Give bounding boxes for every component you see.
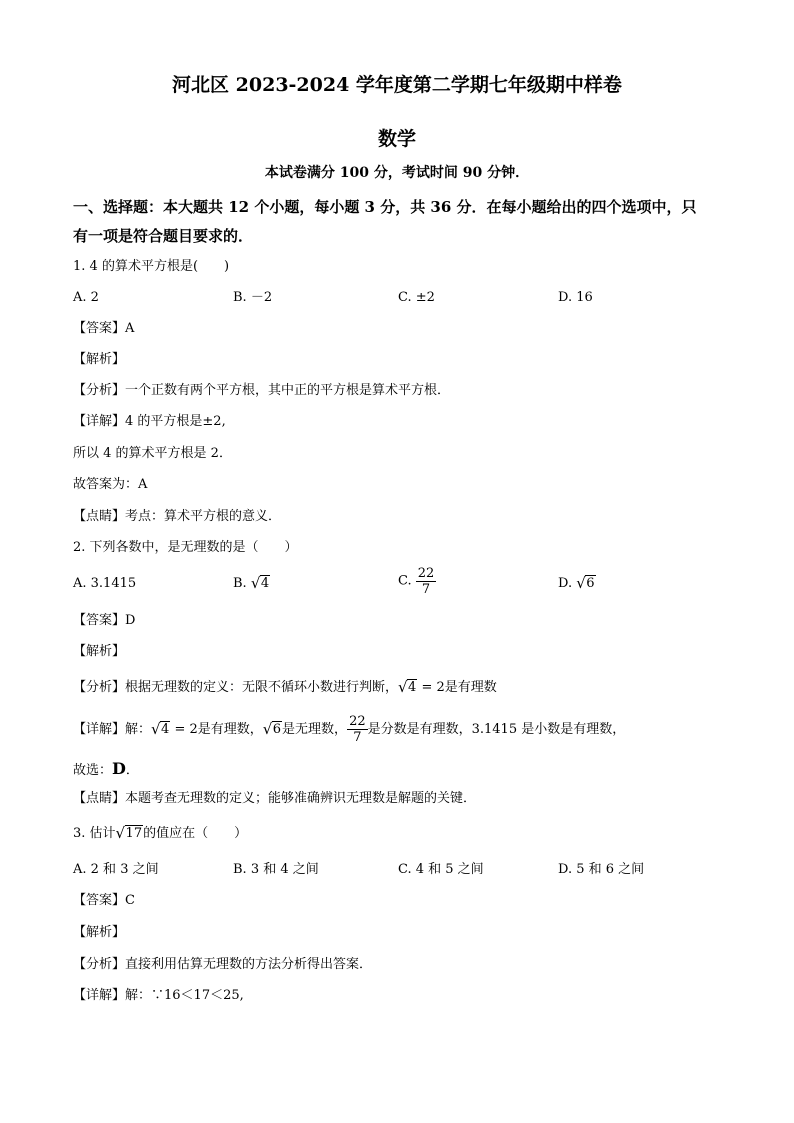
q1-answer <box>73 320 134 338</box>
q1-fenxi <box>73 382 450 400</box>
q1-option-a: A. 2 <box>73 290 99 305</box>
q2-option-d <box>558 575 596 593</box>
subject-title: 数学 <box>377 128 416 150</box>
radicand: 6 <box>272 722 282 737</box>
q2-fenxi <box>73 679 497 697</box>
q3-option-d: D. 5 和 6 之间 <box>558 862 645 877</box>
exam-title: 河北区 2023-2024 学年度第二学期七年级期中样卷 <box>172 74 622 96</box>
answer-tag: 【答案】 <box>73 321 126 336</box>
option-letter: C. <box>398 573 412 589</box>
q1-option-d: D. 16 <box>558 290 593 305</box>
q2-analysis-tag: 【解析】 <box>73 644 126 659</box>
radicand: 4 <box>408 680 417 695</box>
q3-analysis-tag: 【解析】 <box>73 925 126 940</box>
radicand: 4 <box>161 722 170 737</box>
radicand: 6 <box>586 576 595 591</box>
q2-guxuan <box>73 760 139 780</box>
sqrt-expression: √ 4 <box>250 574 270 592</box>
fenxi-tag: 【分析】 <box>73 680 126 695</box>
fenxi-text: 根据无理数的定义：无限不循环小数进行判断， <box>125 680 399 695</box>
q2-dianjing <box>73 790 476 808</box>
equation-part: = 2 <box>421 680 445 695</box>
xiangjie-tag: 【详解】 <box>73 988 126 1003</box>
fenxi-text: 一个正数有两个平方根，其中正的平方根是算术平方根． <box>125 383 451 398</box>
section-heading-line1: 一、选择题：本大题共 12 个小题，每小题 3 分，共 36 分．在每小题给出的四个选项中，只 <box>73 198 697 216</box>
guxuan-answer: D <box>112 759 126 778</box>
q3-fenxi <box>73 956 372 974</box>
stem-text: 的值应在（ ） <box>143 826 248 841</box>
q2-option-c <box>398 566 436 597</box>
option-letter: B. <box>233 576 247 591</box>
fraction <box>347 714 368 745</box>
fenxi-tag: 【分析】 <box>73 383 126 398</box>
section-heading-line2: 有一项是符合题目要求的． <box>73 227 254 245</box>
answer-value: D <box>125 613 136 628</box>
dianjing-text: 考点：算术平方根的意义． <box>125 509 282 524</box>
sqrt-expression: √ 6 <box>262 720 282 738</box>
exam-note: 本试卷满分 100 分，考试时间 90 分钟． <box>264 165 530 181</box>
q3-option-b: B. 3 和 4 之间 <box>233 862 319 877</box>
q1-xiangjie <box>73 413 226 431</box>
answer-value: A <box>125 321 135 336</box>
option-letter: D. <box>558 576 573 591</box>
sqrt-expression: √ 17 <box>115 824 143 842</box>
xiangjie-text: 是无理数， <box>282 722 348 737</box>
q3-option-a: A. 2 和 3 之间 <box>73 862 159 877</box>
q2-option-b <box>233 575 270 593</box>
q1-analysis-tag: 【解析】 <box>73 352 126 367</box>
fenxi-conclusion: 是有理数 <box>444 680 497 695</box>
radicand: 4 <box>260 576 270 591</box>
denominator: 7 <box>353 730 362 745</box>
sqrt-expression: √ 6 <box>576 574 595 592</box>
stem-text: 3. 估计 <box>73 826 116 841</box>
q3-xiangjie <box>73 987 244 1005</box>
q3-option-c: C. 4 和 5 之间 <box>398 862 484 877</box>
q3-answer <box>73 892 135 910</box>
numerator: 22 <box>417 566 435 581</box>
xiangjie-tag: 【详解】 <box>73 722 126 737</box>
guxuan-label: 故选： <box>73 763 113 778</box>
guxuan-end: ． <box>125 763 139 778</box>
xiangjie-text: 解： <box>125 722 152 737</box>
xiangjie-text: 是分数是有理数，3.1415 是小数是有理数， <box>367 722 626 737</box>
dianjing-text: 本题考查无理数的定义；能够准确辨识无理数是解题的关键． <box>125 791 477 806</box>
dianjing-tag: 【点睛】 <box>73 509 126 524</box>
numerator: 22 <box>349 714 366 729</box>
q1-solution-line2: 所以 4 的算术平方根是 2． <box>73 446 232 461</box>
xiangjie-text: 解：∵16＜17＜25, <box>125 988 244 1003</box>
q3-stem <box>73 825 247 843</box>
answer-tag: 【答案】 <box>73 893 126 908</box>
q2-xiangjie <box>73 712 625 748</box>
dianjing-tag: 【点睛】 <box>73 791 126 806</box>
answer-tag: 【答案】 <box>73 613 126 628</box>
fenxi-tag: 【分析】 <box>73 957 126 972</box>
equation-part: = 2 <box>174 722 198 737</box>
q1-option-c: C. ±2 <box>398 290 435 305</box>
xiangjie-text: 4 的平方根是±2, <box>125 414 226 429</box>
denominator: 7 <box>421 582 431 597</box>
q1-stem: 1. 4 的算术平方根是( ) <box>73 259 230 274</box>
q1-solution-line3: 故答案为：A <box>73 477 148 492</box>
xiangjie-tag: 【详解】 <box>73 414 126 429</box>
answer-value: C <box>125 893 135 908</box>
q1-option-b: B. －2 <box>233 290 273 305</box>
xiangjie-text: 是有理数， <box>197 722 263 737</box>
fraction <box>416 566 437 597</box>
q1-dianjing <box>73 508 281 526</box>
sqrt-expression: √ 4 <box>151 720 170 738</box>
q2-answer <box>73 612 135 630</box>
sqrt-expression: √ 4 <box>398 678 417 696</box>
fenxi-text: 直接利用估算无理数的方法分析得出答案． <box>125 957 373 972</box>
q2-option-a: A. 3.1415 <box>73 576 137 591</box>
radicand: 17 <box>125 826 143 841</box>
q2-stem: 2. 下列各数中，是无理数的是（ ） <box>73 540 298 555</box>
